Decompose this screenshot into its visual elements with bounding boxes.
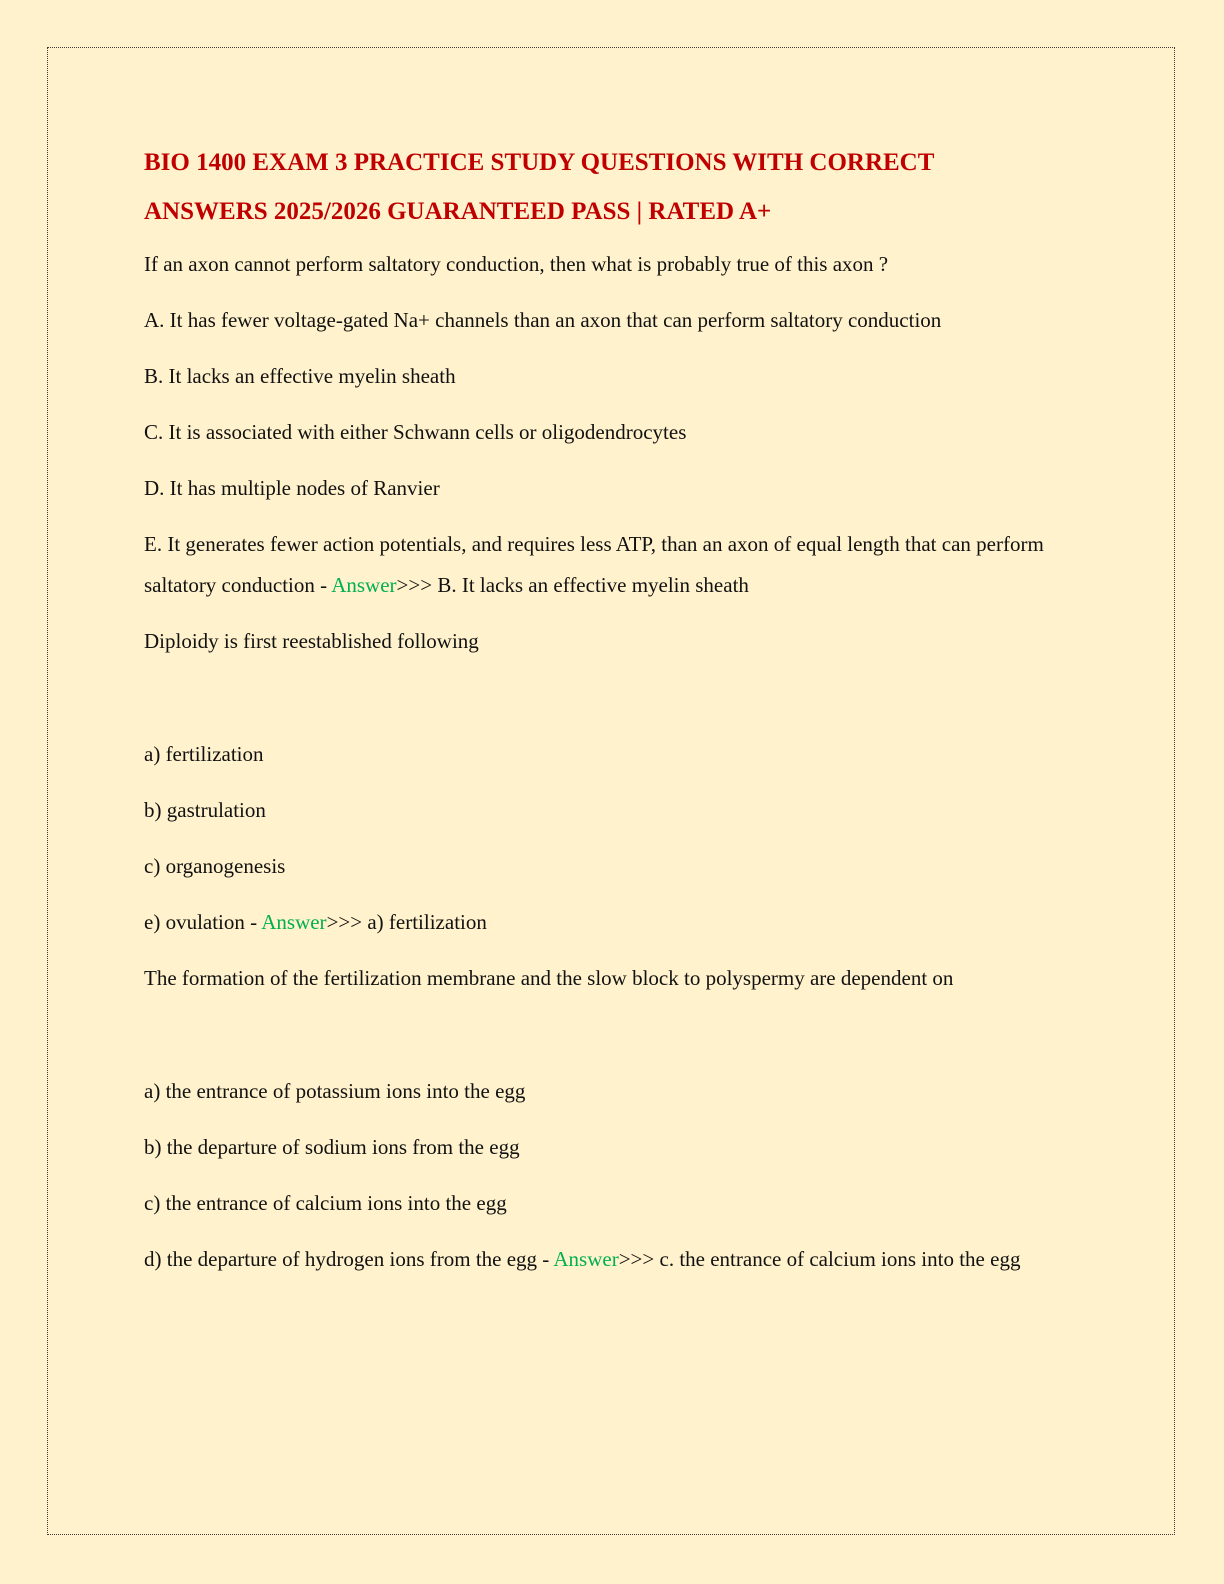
q2-answer: >>> a) fertilization <box>326 910 487 934</box>
document-title <box>144 138 1084 236</box>
q1-answer-label: Answer <box>331 573 397 597</box>
q1-question: If an axon cannot perform saltatory conduction, then what is probably true of this axon ? <box>144 252 889 276</box>
q1-option-e-with-answer <box>144 524 1084 606</box>
q1-option-d: D. It has multiple nodes of Ranvier <box>144 476 440 500</box>
q2-question: Diploidy is first reestablished following <box>144 629 479 653</box>
spacer <box>144 677 1084 734</box>
document-body <box>144 138 1084 1295</box>
q1-option-e: E. It generates fewer action potentials, and requires less ATP, than an axon of equal length that can perform saltatory conduction - <box>144 532 1044 597</box>
q3-answer-label: Answer <box>553 1247 619 1271</box>
q2-option-e-with-answer <box>144 902 1084 943</box>
q1-option-a: A. It has fewer voltage-gated Na+ channels than an axon that can perform saltatory conduction <box>144 308 942 332</box>
q3-question: The formation of the fertilization membrane and the slow block to polyspermy are dependent on <box>144 966 954 990</box>
q3-answer: >>> c. the entrance of calcium ions into the egg <box>618 1247 1021 1271</box>
q3-option-a: a) the entrance of potassium ions into the egg <box>144 1079 526 1103</box>
title-line-2: ANSWERS 2025/2026 GUARANTEED PASS | RATED A+ <box>144 198 772 225</box>
q3-option-b: b) the departure of sodium ions from the egg <box>144 1135 520 1159</box>
title-line-1: BIO 1400 EXAM 3 PRACTICE STUDY QUESTIONS WITH CORRECT <box>144 149 935 176</box>
q1-option-b: B. It lacks an effective myelin sheath <box>144 364 456 388</box>
q1-answer: >>> B. It lacks an effective myelin sheath <box>396 573 749 597</box>
q2-option-a: a) fertilization <box>144 742 264 766</box>
q2-option-c: c) organogenesis <box>144 854 286 878</box>
q3-option-d-with-answer <box>144 1239 1084 1280</box>
q2-answer-label: Answer <box>261 910 327 934</box>
q2-option-b: b) gastrulation <box>144 798 266 822</box>
q3-option-c: c) the entrance of calcium ions into the egg <box>144 1191 507 1215</box>
spacer <box>144 1014 1084 1071</box>
q1-option-c: C. It is associated with either Schwann cells or oligodendrocytes <box>144 420 687 444</box>
q2-option-e: e) ovulation - <box>144 910 262 934</box>
q3-option-d: d) the departure of hydrogen ions from the egg - <box>144 1247 554 1271</box>
